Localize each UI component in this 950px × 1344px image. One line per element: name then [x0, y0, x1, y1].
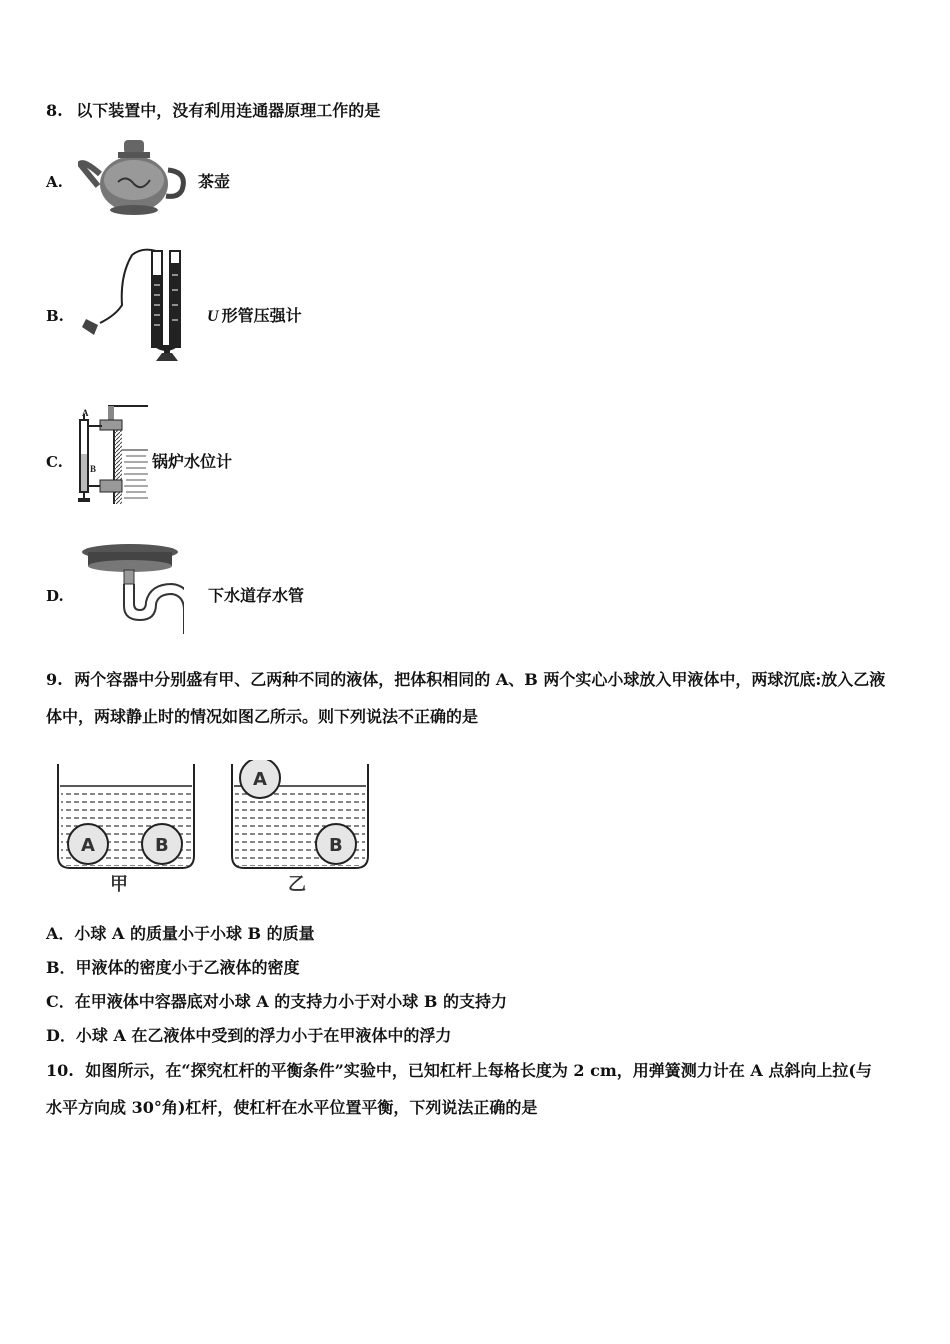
ball-b-yi: B: [329, 835, 343, 856]
q9-stem-line-2: 体中，两球静止时的情况如图乙所示。则下列说法不正确的是: [46, 707, 479, 726]
q8-option-b-caption-text: 形管压强计: [221, 306, 302, 325]
ball-a-jia: A: [81, 835, 95, 856]
q8-stem-text: 以下装置中，没有利用连通器原理工作的是: [76, 101, 381, 120]
q8-number: 8.: [46, 101, 63, 120]
q10-stem-line-1: [46, 1061, 872, 1081]
q10-stem-text-1: 如图所示，在“探究杠杆的平衡条件”实验中，已知杠杆上每格长度为 2 cm，用弹簧测力计在 A 点斜向上拉(与: [85, 1061, 872, 1080]
q9-number: 9.: [46, 670, 63, 689]
q10-number: 10.: [46, 1061, 74, 1080]
q9-option-d: D．小球 A 在乙液体中受到的浮力小于在甲液体中的浮力: [46, 1026, 452, 1045]
q8-option-c-caption: 锅炉水位计: [152, 452, 233, 471]
boiler-water-gauge-figure: [72, 400, 152, 512]
gauge-mark-b: B: [90, 464, 97, 474]
caption-jia: 甲: [110, 874, 128, 895]
q8-stem: [46, 101, 380, 121]
caption-yi: 乙: [288, 874, 306, 895]
u-tube-manometer-figure: [80, 245, 190, 363]
q9-containers-figure: [50, 760, 380, 896]
q8-option-b-caption: [207, 306, 302, 327]
teapot-figure: [78, 134, 190, 220]
drain-trap-figure: [80, 540, 184, 636]
q9-option-b: B．甲液体的密度小于乙液体的密度: [46, 958, 300, 977]
q9-option-a: A．小球 A 的质量小于小球 B 的质量: [46, 924, 315, 943]
q8-option-d-label: D.: [46, 587, 64, 605]
q9-stem-line-1: [46, 670, 885, 690]
q8-option-c-label: C.: [46, 453, 63, 471]
q8-option-a-label: A.: [46, 173, 63, 191]
q9-option-c: C．在甲液体中容器底对小球 A 的支持力小于对小球 B 的支持力: [46, 992, 507, 1011]
q8-option-b-label: B.: [46, 307, 64, 325]
q9-stem-text-1: 两个容器中分别盛有甲、乙两种不同的液体，把体积相同的 A、B 两个实心小球放入甲液体中，两球沉底:放入乙液: [74, 670, 886, 689]
q8-option-d-caption: 下水道存水管: [208, 586, 305, 605]
ball-b-jia: B: [155, 835, 169, 856]
u-letter: U: [207, 308, 219, 325]
ball-a-yi: A: [253, 769, 267, 790]
q8-option-a-caption: 茶壶: [198, 172, 231, 191]
gauge-mark-a: A: [82, 408, 89, 418]
q10-stem-line-2: 水平方向成 30°角)杠杆，使杠杆在水平位置平衡，下列说法正确的是: [46, 1098, 538, 1117]
